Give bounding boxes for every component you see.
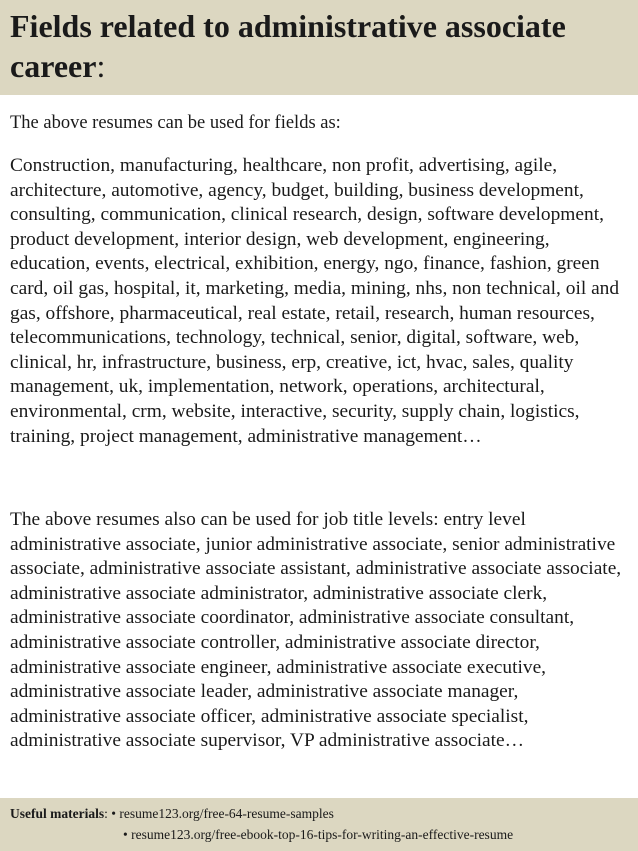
- job-levels-paragraph: The above resumes also can be used for job title levels: entry level administrative associate, junior administrative associate, senior administrative associate, administrative associate assistant, administrative associate associate, administrative associate administrator, administrative associate clerk, administrative associate coordinator, administrative associate consultant, administrative associate controller, administrative associate director, administrative associate engineer, administrative associate executive, administrative associate leader, administrative associate manager, administrative associate officer, administrative associate specialist, administrative associate supervisor, VP administrative associate…: [10, 509, 622, 752]
- fields-paragraph: Construction, manufacturing, healthcare, non profit, advertising, agile, architecture, automotive, agency, budget, building, business development, consulting, communication, clinical research, design, software development, product development, interior design, web development, engineering, education, events, electrical, exhibition, energy, ngo, finance, fashion, green card, oil gas, hospital, it, marketing, media, mining, nhs, non technical, oil and gas, offshore, pharmaceutical, real estate, retail, research, human resources, telecommunications, technology, technical, senior, digital, software, web, clinical, hr, infrastructure, business, erp, creative, ict, hvac, sales, quality management, uk, implementation, network, operations, architectural, environmental, crm, website, interactive, security, supply chain, logistics, training, project management, administrative management…: [10, 155, 620, 447]
- footer-banner: [0, 798, 638, 851]
- page-title-colon: :: [96, 48, 106, 84]
- page-title-text: Fields related to administrative associate career: [10, 8, 566, 84]
- page-title: [0, 0, 638, 86]
- header-banner: [0, 0, 638, 95]
- footer-row-2: [123, 825, 513, 845]
- useful-materials-label: Useful materials: [10, 806, 105, 821]
- resource-link-ebook[interactable]: • resume123.org/free-ebook-top-16-tips-for-writing-an-effective-resume: [123, 827, 514, 842]
- intro-text: The above resumes can be used for fields as:: [10, 113, 341, 133]
- useful-materials-colon: :: [104, 806, 108, 821]
- resource-link-samples[interactable]: • resume123.org/free-64-resume-samples: [111, 806, 334, 821]
- footer-row-1: [10, 804, 334, 824]
